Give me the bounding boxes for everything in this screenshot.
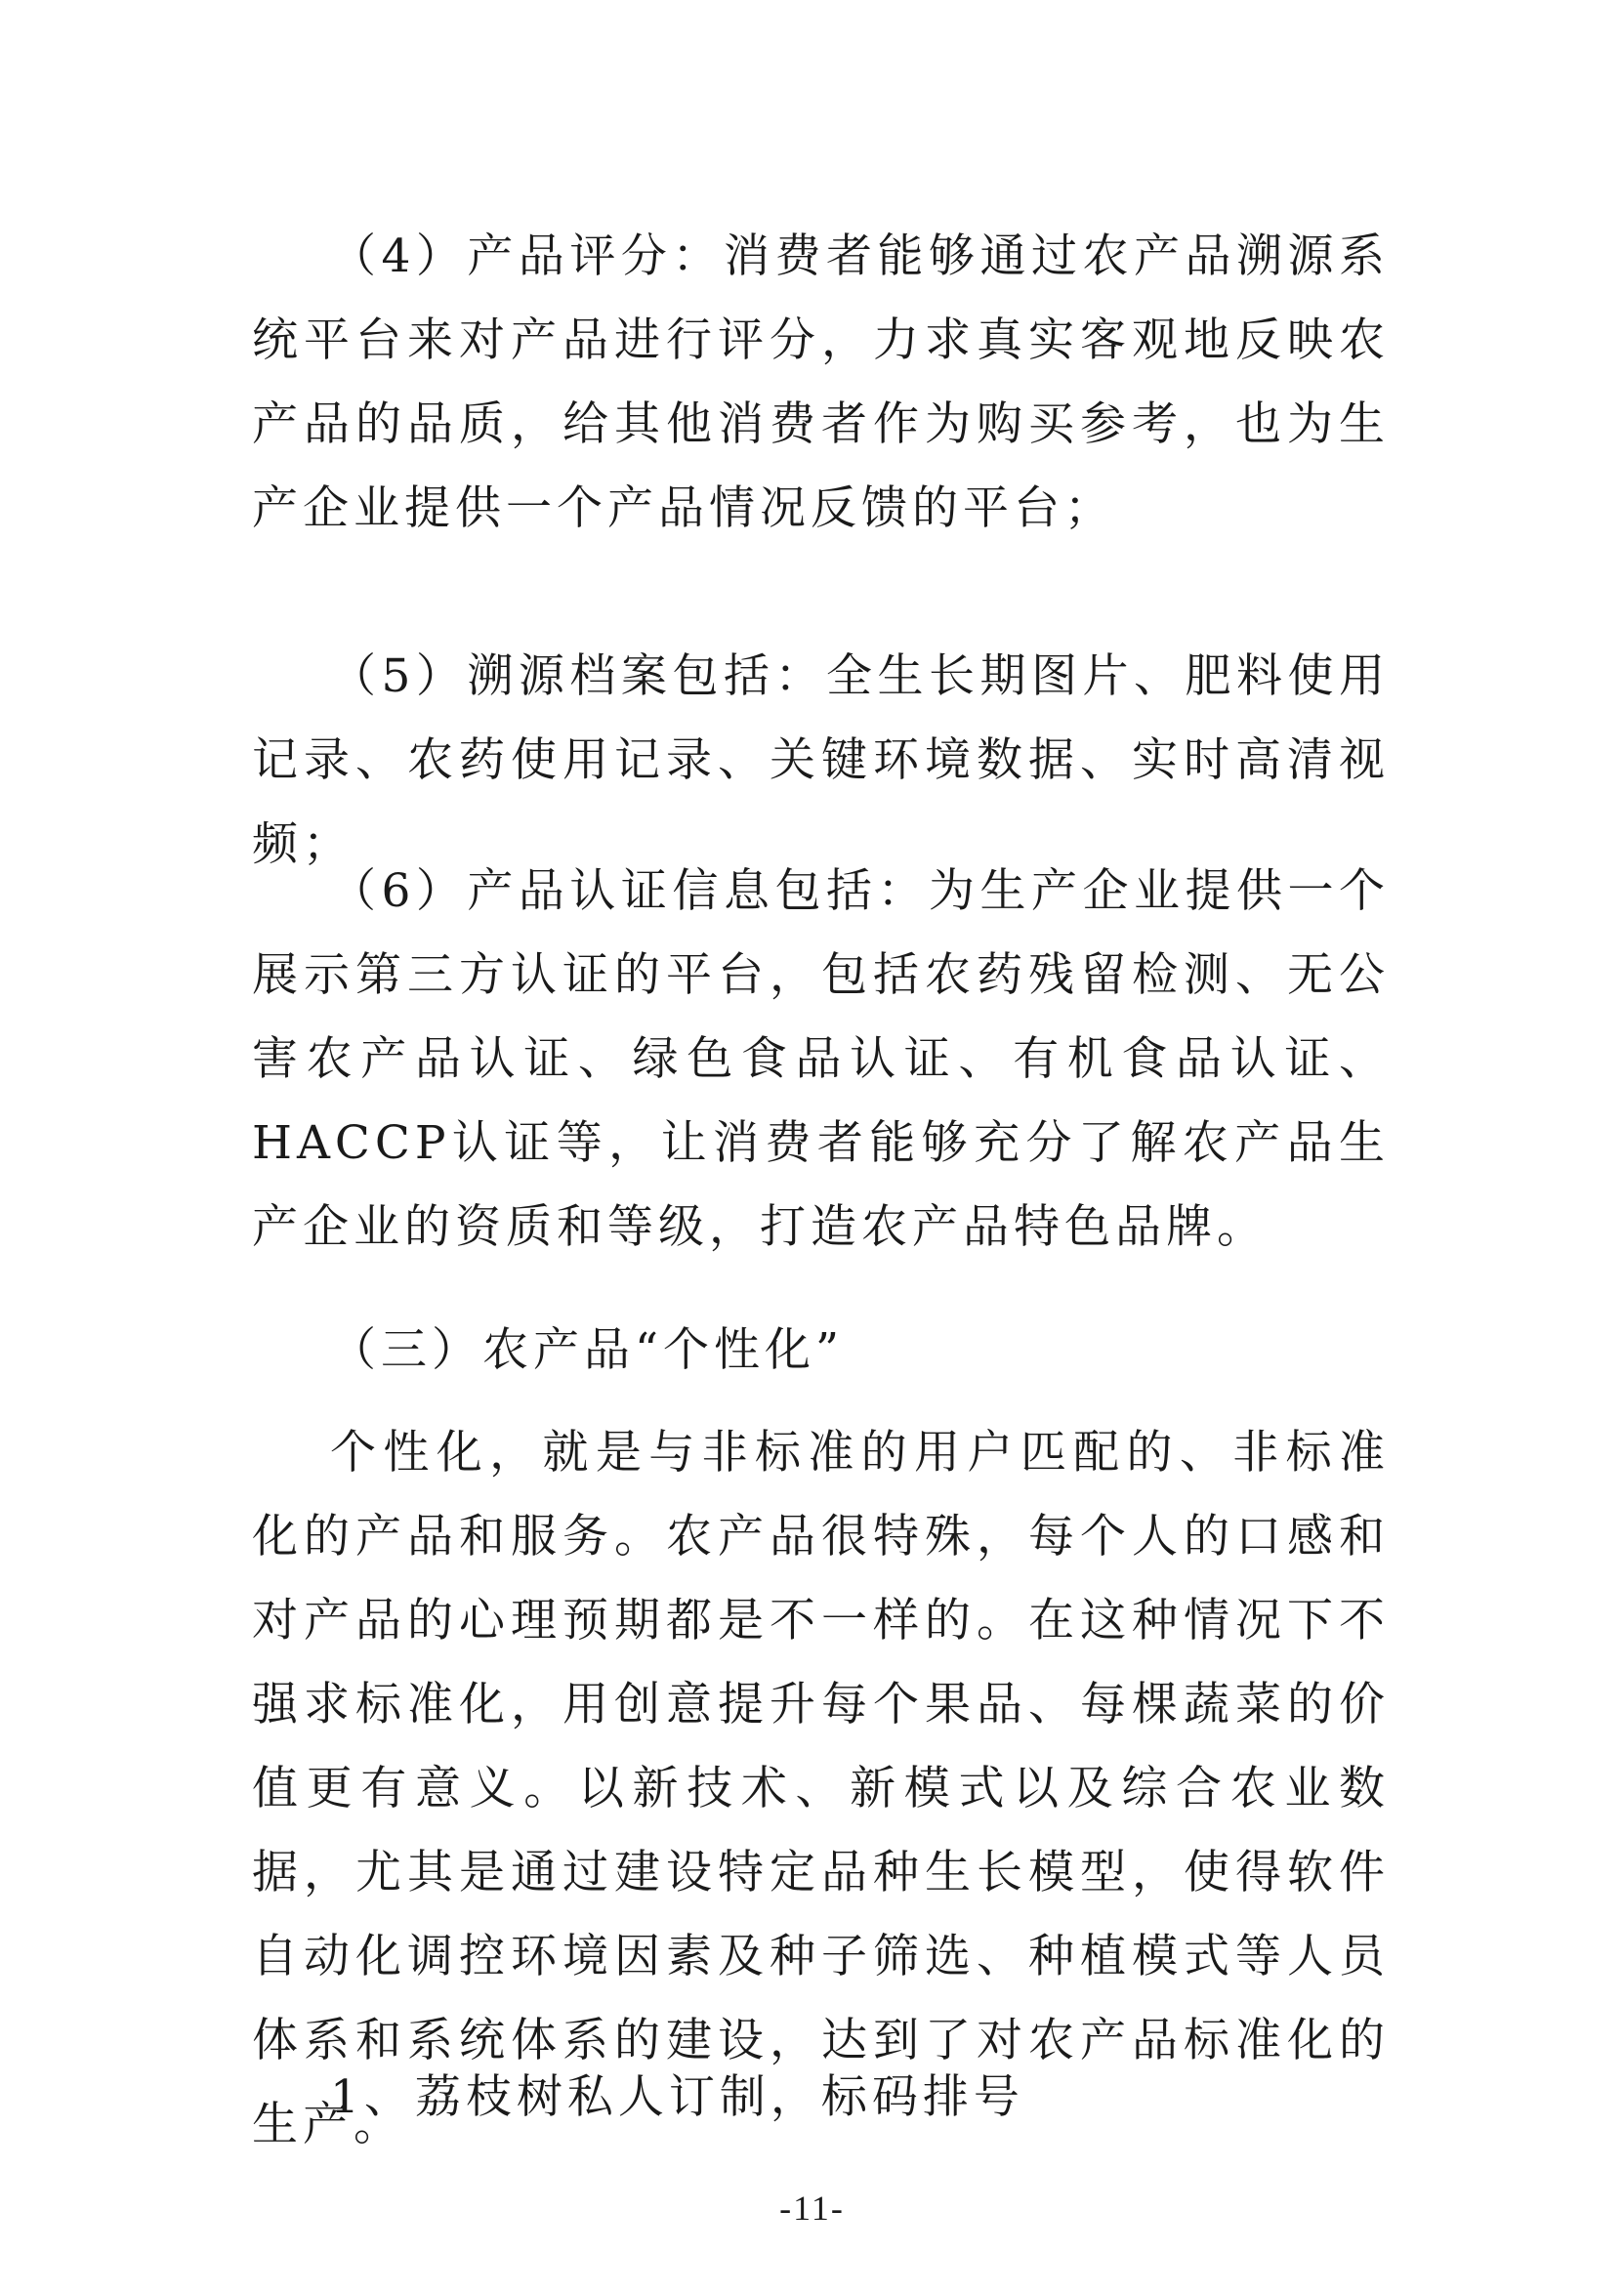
list-item-lychee-custom: 1、荔枝树私人订制，标码排号 [330, 2070, 1024, 2124]
paragraph-product-rating: （4）产品评分：消费者能够通过农产品溯源系统平台来对产品进行评分，力求真实客观地反映农产品的品质，给其他消费者作为购买参考，也为生产企业提供一个产品情况反馈的平台； [252, 229, 1390, 535]
paragraph-certification-info: （6）产品认证信息包括：为生产企业提供一个展示第三方认证的平台，包括农药残留检测、无公害农产品认证、绿色食品认证、有机食品认证、HACCP认证等，让消费者能够充分了解农产品生产企业的资质和等级，打造农产品特色品牌。 [252, 864, 1390, 1254]
section-heading-personalization: （三）农产品“个性化” [330, 1323, 845, 1377]
paragraph-traceability-archive: （5）溯源档案包括：全生长期图片、肥料使用记录、农药使用记录、关键环境数据、实时高清视频； [252, 649, 1390, 871]
paragraph-personalization: 个性化，就是与非标准的用户匹配的、非标准化的产品和服务。农产品很特殊，每个人的口感和对产品的心理预期都是不一样的。在这种情况下不强求标准化，用创意提升每个果品、每棵蔬菜的价值更有意义。以新技术、新模式以及综合农业数据，尤其是通过建设特定品种生长模型，使得软件自动化调控环境因素及种子筛选、种植模式等人员体系和系统体系的建设，达到了对农产品标准化的生产。 [252, 1426, 1390, 2151]
page-number: -11- [779, 2189, 845, 2228]
